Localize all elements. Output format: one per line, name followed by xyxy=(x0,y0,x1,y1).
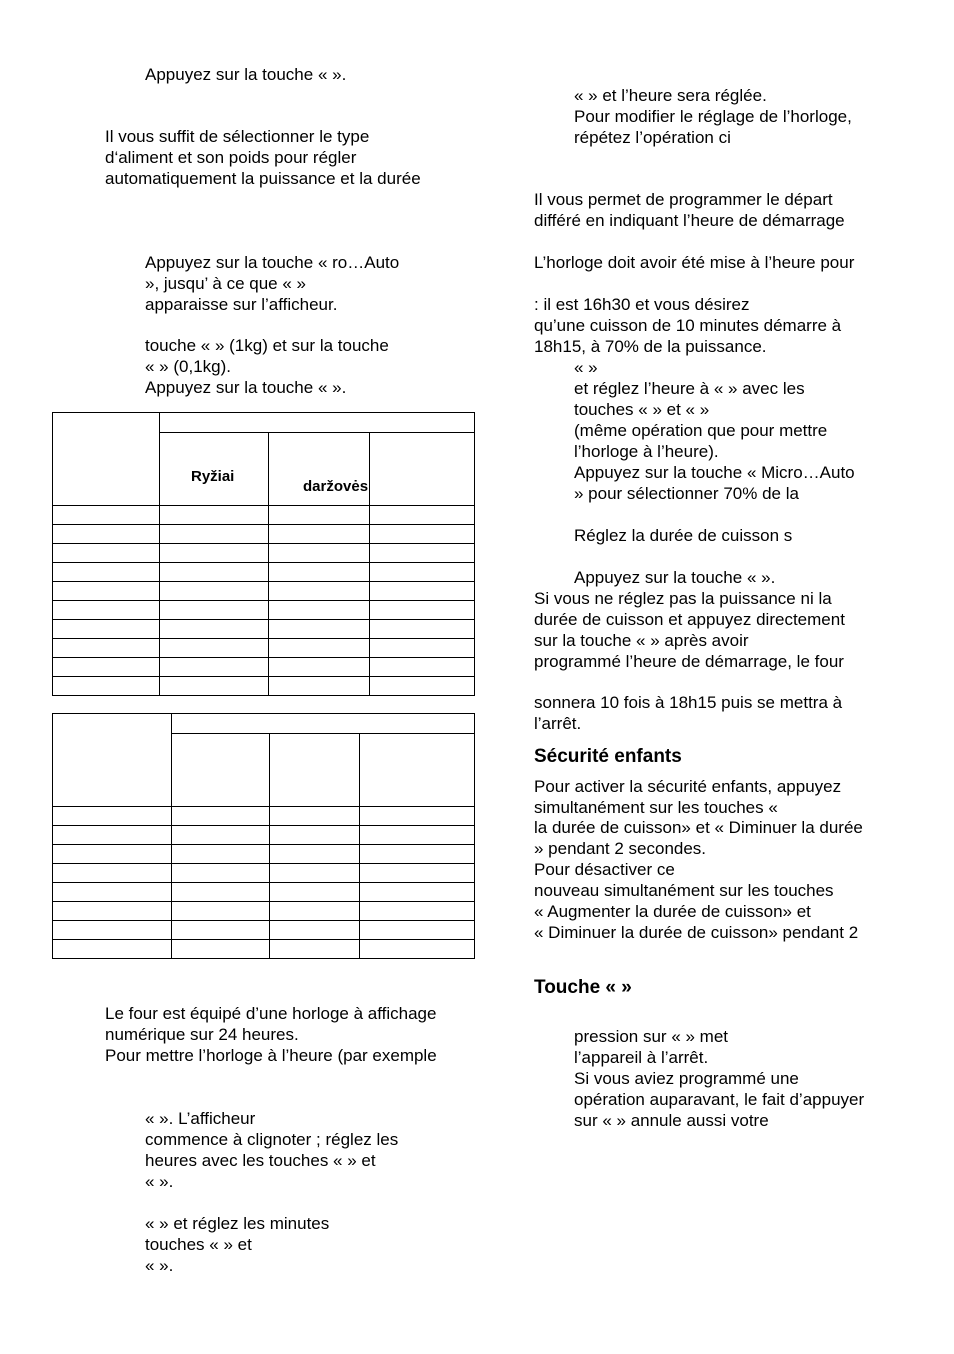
child-lock-heading: Sécurité enfants xyxy=(534,746,682,767)
text-line: Appuyez sur la touche « Micro…Auto xyxy=(574,463,855,482)
text-line: la durée de cuisson» et « Diminuer la durée xyxy=(534,818,863,837)
text-line: Il vous suffit de sélectionner le type xyxy=(105,127,370,146)
text-line: programmé l’heure de démarrage, le four xyxy=(534,652,844,671)
text-line: différé en indiquant l’heure de démarrage xyxy=(534,211,845,230)
table-row xyxy=(53,677,475,696)
text-line: Pour désactiver ce xyxy=(534,860,675,879)
table-header-cell xyxy=(172,734,270,807)
text-line: heures avec les touches « » et xyxy=(145,1151,376,1170)
table-row xyxy=(53,807,475,826)
table-row xyxy=(53,921,475,940)
text-line: durée de cuisson et appuyez directement xyxy=(534,610,845,629)
table-header-cell xyxy=(172,714,475,734)
table-row xyxy=(53,620,475,639)
text-line: l’appareil à l’arrêt. xyxy=(574,1048,709,1067)
text-line: automatiquement la puissance et la durée xyxy=(105,169,421,188)
table-row xyxy=(53,582,475,601)
delay-start-step: Appuyez sur la touche « ». xyxy=(574,568,776,587)
text-line: Appuyez sur la touche « ». xyxy=(145,378,347,397)
table-header-cell xyxy=(270,734,360,807)
text-line: qu’une cuisson de 10 minutes démarre à xyxy=(534,316,842,335)
delay-duration-step: Réglez la durée de cuisson s xyxy=(574,526,793,545)
text-line: d‘aliment et son poids pour régler xyxy=(105,148,357,167)
table-header-cell xyxy=(370,433,475,506)
text-line: Pour mettre l’horloge à l’heure (par exemple xyxy=(105,1046,437,1065)
text-line: l’horloge à l’heure). xyxy=(574,442,719,461)
text-line: « Augmenter la durée de cuisson» et xyxy=(534,902,811,921)
text-line: « » et réglez les minutes xyxy=(145,1214,330,1233)
text-line: nouveau simultanément sur les touches xyxy=(534,881,834,900)
text-line: Si vous ne réglez pas la puissance ni la xyxy=(534,589,832,608)
text-line: l’arrêt. xyxy=(534,714,582,733)
table-row xyxy=(53,864,475,883)
text-line: » pour sélectionner 70% de la xyxy=(574,484,799,503)
text-line: « » xyxy=(574,358,598,377)
text-line: pression sur « » met xyxy=(574,1027,729,1046)
stop-key-heading: Touche « » xyxy=(534,977,632,998)
text-line: », jusqu’ à ce que « » xyxy=(145,274,306,293)
table-row xyxy=(53,940,475,959)
text-line: Appuyez sur la touche « ro…Auto xyxy=(145,253,400,272)
text-line: » pendant 2 secondes. xyxy=(534,839,707,858)
text-line: sonnera 10 fois à 18h15 puis se mettra à xyxy=(534,693,843,712)
table-row xyxy=(53,544,475,563)
text-line: (même opération que pour mettre xyxy=(574,421,828,440)
text-line: commence à clignoter ; réglez les xyxy=(145,1130,399,1149)
press-key-instruction: Appuyez sur la touche « ». xyxy=(145,65,347,84)
table-header-cell xyxy=(160,413,475,433)
text-line: touches « » et « » xyxy=(574,400,710,419)
table-row xyxy=(53,563,475,582)
text-line: simultanément sur les touches « xyxy=(534,798,778,817)
table-header-vegetables: daržovės xyxy=(269,433,370,506)
text-line: touches « » et xyxy=(145,1235,252,1254)
table-row xyxy=(53,506,475,525)
table-header-rice: Ryžiai xyxy=(160,433,269,506)
table-row xyxy=(53,658,475,677)
text-line: apparaisse sur l’afficheur. xyxy=(145,295,338,314)
text-line: « ». L’afficheur xyxy=(145,1109,256,1128)
text-line: Si vous aviez programmé une xyxy=(574,1069,799,1088)
table-row xyxy=(53,883,475,902)
text-line: sur la touche « » après avoir xyxy=(534,631,749,650)
delay-prerequisite: L’horloge doit avoir été mise à l’heure pour xyxy=(534,253,855,272)
table-row xyxy=(53,826,475,845)
table-header-cell xyxy=(53,714,172,807)
table-row xyxy=(53,639,475,658)
text-line: numérique sur 24 heures. xyxy=(105,1025,299,1044)
text-line: répétez l’opération ci xyxy=(574,128,731,147)
text-line: « » (0,1kg). xyxy=(145,357,231,376)
text-line: sur « » annule aussi votre xyxy=(574,1111,769,1130)
text-line: et réglez l’heure à « » avec les xyxy=(574,379,805,398)
table-header-cell xyxy=(360,734,475,807)
text-line: touche « » (1kg) et sur la touche xyxy=(145,336,389,355)
table-row xyxy=(53,601,475,620)
table-row xyxy=(53,902,475,921)
text-line: opération auparavant, le fait d’appuyer xyxy=(574,1090,865,1109)
table-row xyxy=(53,525,475,544)
text-line: 18h15, à 70% de la puissance. xyxy=(534,337,767,356)
text-line: « ». xyxy=(145,1172,174,1191)
text-line: « » et l’heure sera réglée. xyxy=(574,86,767,105)
text-line: Le four est équipé d’une horloge à affichage xyxy=(105,1004,437,1023)
auto-cooking-table-2 xyxy=(52,713,475,959)
text-line: : il est 16h30 et vous désirez xyxy=(534,295,750,314)
text-line: « Diminuer la durée de cuisson» pendant 2 xyxy=(534,923,859,942)
table-header-cell xyxy=(53,413,160,506)
auto-cooking-table-1 xyxy=(52,412,475,696)
table-row xyxy=(53,845,475,864)
text-line: Pour modifier le réglage de l’horloge, xyxy=(574,107,852,126)
text-line: Il vous permet de programmer le départ xyxy=(534,190,833,209)
text-line: « ». xyxy=(145,1256,174,1275)
text-line: Pour activer la sécurité enfants, appuyez xyxy=(534,777,842,796)
